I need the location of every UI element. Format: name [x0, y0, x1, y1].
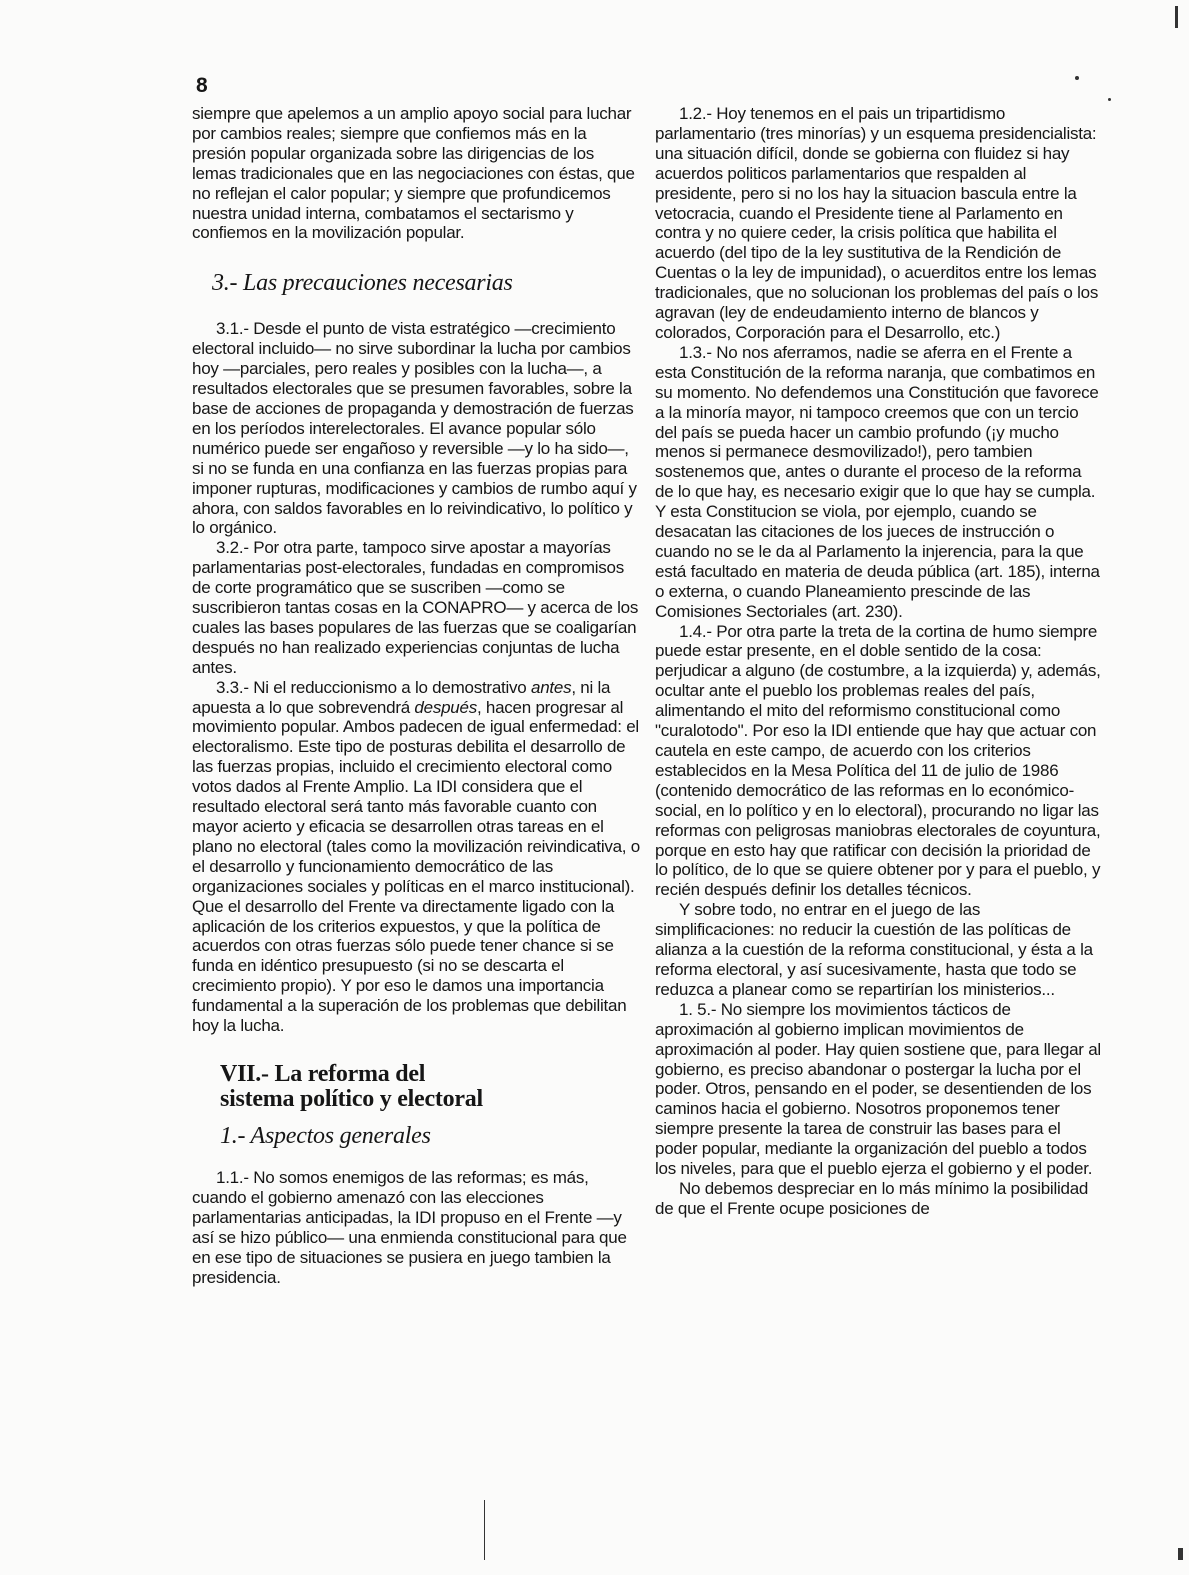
- paragraph-intro: siempre que apelemos a un amplio apoyo social para luchar por cambios reales; siempre que confiemos más en la presión popular organizada sobre las dirigencias de los lemas tradicionales que en las negociaciones con éstas, que no reflejan el calor popular; y siempre que profundicemos nuestra unidad interna, combatamos el sectarismo y confiemos en la movilización popular.: [192, 104, 635, 243]
- chapter-title-line-1: VII.- La reforma del: [220, 1060, 426, 1087]
- emphasis-antes: antes: [530, 677, 572, 697]
- paragraph-1-2: 1.2.- Hoy tenemos en el pais un tripartidismo parlamentario (tres minorías) y un esquema presidencialista: una situación difícil, donde se gobierna con fluidez si hay acuerdos politicos parlamentarios que respalden al presidente, pero si no los hay la situacion bascula entre la vetocracia, cuando el Presidente tiene al Parlamento en contra y no quiere ceder, la crisis política que habilita el acuerdo (del tipo de la ley sustitutiva de la Rendición de Cuentas o la ley de impunidad), o acuerditos entre los lemas tradicionales, que no solucionan los problemas del país o los agravan (ley de endeudamiento interno de blancos y colorados, Corporación para el Desarrollo, etc.): [655, 104, 1099, 342]
- section-heading-precauciones: 3.- Las precauciones necesarias: [212, 270, 513, 297]
- paragraph-1-5: 1. 5.- No siempre los movimientos tácticos de aproximación al gobierno implican movimientos de aproximación al poder. Hay quien sostiene que, para llegar al gobierno, es preciso abandonar o postergar la lucha por el poder. Otros, pensando en el poder, se desentienden de los caminos hacia el gobierno. Nosotros proponemos tener siempre presente la tarea de construir las bases para el poder popular, mediante la organización del pueblo a todos los niveles, para que el pueblo ejerza el gobierno y el poder.: [655, 999, 1101, 1179]
- paragraph-final: No debemos despreciar en lo más mínimo la posibilidad de que el Frente ocupe posiciones de: [655, 1178, 1089, 1218]
- paragraph-3-1: 3.1.- Desde el punto de vista estratégico —crecimiento electoral incluido— no sirve subordinar la lucha por cambios hoy —parciales, pero reales y posibles con la lucha—, a resultados electorales que se presumen favorables, sobre la base de acciones de propaganda y demostración de fuerzas en los períodos interelectorales. El avance popular sólo numérico puede ser engañoso y reversible —y lo ha sido—, si no se funda en una confianza en las fuerzas propias para imponer rupturas, modificaciones y cambios de rumbo aquí y ahora, con saldos favorables en lo reivindicativo, lo político y lo orgánico.: [192, 319, 637, 538]
- right-column: [655, 104, 1101, 1219]
- paragraph-y-sobre-todo: Y sobre todo, no entrar en el juego de las simplificaciones: no reducir la cuestión de las políticas de alianza a la cuestión de la reforma constitucional, y ésta a la reforma electoral, y así sucesivamente, hasta que todo se reduzca a planear como se repartirían los ministerios...: [655, 900, 1093, 999]
- page-number: 8: [196, 74, 208, 97]
- paragraph-1-1: 1.1.- No somos enemigos de las reformas; es más, cuando el gobierno amenazó con las elecciones parlamentarias anticipadas, la IDI propuso en el Frente —y así se hizo público— una enmienda constitucional para que en ese tipo de situaciones se pusiera en juego tambien la presidencia.: [192, 1167, 627, 1287]
- paragraph-1-3: 1.3.- No nos aferramos, nadie se aferra en el Frente a esta Constitución de la reforma naranja, que combatimos en su momento. No defendemos una Constitución que favorece a la minoría mayor, ni tampoco creemos que con un tercio del país se pueda hacer un cambio profundo (¡y mucho menos si permanece desmovilizado!), pero tambien sostenemos que, antes o durante el proceso de la reforma de lo que hay, es necesario exigir que lo que hay se cumpla. Y esta Constitucion se viola, por ejemplo, cuando se desacatan las citaciones de los jueces de instrucción o cuando no se le da al Parlamento la injerencia, para la que está facultado en materia de deuda pública (art. 185), interna o externa, o cuando Planeamiento prescinde de las Comisiones Sectoriales (art. 230).: [655, 342, 1100, 621]
- section-heading-aspectos: 1.- Aspectos generales: [220, 1122, 431, 1149]
- paragraph-3-3: 3.3.- Ni el reduccionismo a lo demostrativo antes, ni la apuesta a lo que sobrevendrá después, hacen progresar al movimiento popular. Ambos padecen de igual enfermedad: el electoralismo. Este tipo de posturas debilita el desarrollo de las fuerzas propias, incluido el crecimiento electoral como votos dados al Frente Amplio. La IDI considera que el resultado electoral será tanto más favorable cuanto con mayor acierto y eficacia se desarrollen otras tareas en el plano no electoral (tales como la movilización reivindicativa, o el desarrollo y funcionamiento democrático de las organizaciones sociales y políticas en el marco institucional). Que el desarrollo del Frente va directamente ligado con la aplicación de los criterios expuestos, y que la política de acuerdos con otras fuerzas sólo puede tener chance si se funda en idéntico presupuesto (si no se descarta el crecimiento propio). Y por eso le damos una importancia fundamental a la superación de los problemas que debilitan hoy la lucha.: [192, 677, 640, 1036]
- paragraph-1-4: 1.4.- Por otra parte la treta de la cortina de humo siempre puede estar presente, en el doble sentido de la cosa: perjudicar a alguno (de costumbre, a la izquierda) y, además, ocultar ante el pueblo los problemas reales del país, alimentando el mito del reformismo constitucional como "curalotodo". Por eso la IDI entiende que hay que actuar con cautela en este campo, de acuerdo con los criterios establecidos en la Mesa Política del 11 de julio de 1986 (contenido democrático de las reformas en lo económico-social, en lo político y en lo electoral), procurando no ligar las reformas con peligrosas maniobras electorales de coyuntura, porque en esto hay que ratificar con decisión la prioridad de lo político, de lo que se quiere obtener por y para el pueblo, y recién después definir los detalles técnicos.: [655, 621, 1101, 900]
- scan-mark: [1175, 6, 1178, 28]
- scan-speck: [1178, 1548, 1183, 1560]
- scan-speck: [1108, 98, 1111, 101]
- chapter-title-line-2: sistema político y electoral: [220, 1085, 483, 1112]
- scan-line: [484, 1500, 485, 1560]
- emphasis-despues: después: [414, 697, 477, 717]
- left-column: [192, 104, 640, 1287]
- paragraph-3-2: 3.2.- Por otra parte, tampoco sirve apostar a mayorías parlamentarias post-electorales, fundadas en compromisos de corte programático que se suscriben —como se suscribieron tantas cosas en la CONAPRO— y acerca de los cuales las bases populares de las fuerzas que se coaligarían después no han realizado experiencias conjuntas de lucha antes.: [192, 538, 639, 677]
- scan-speck: [1075, 76, 1079, 80]
